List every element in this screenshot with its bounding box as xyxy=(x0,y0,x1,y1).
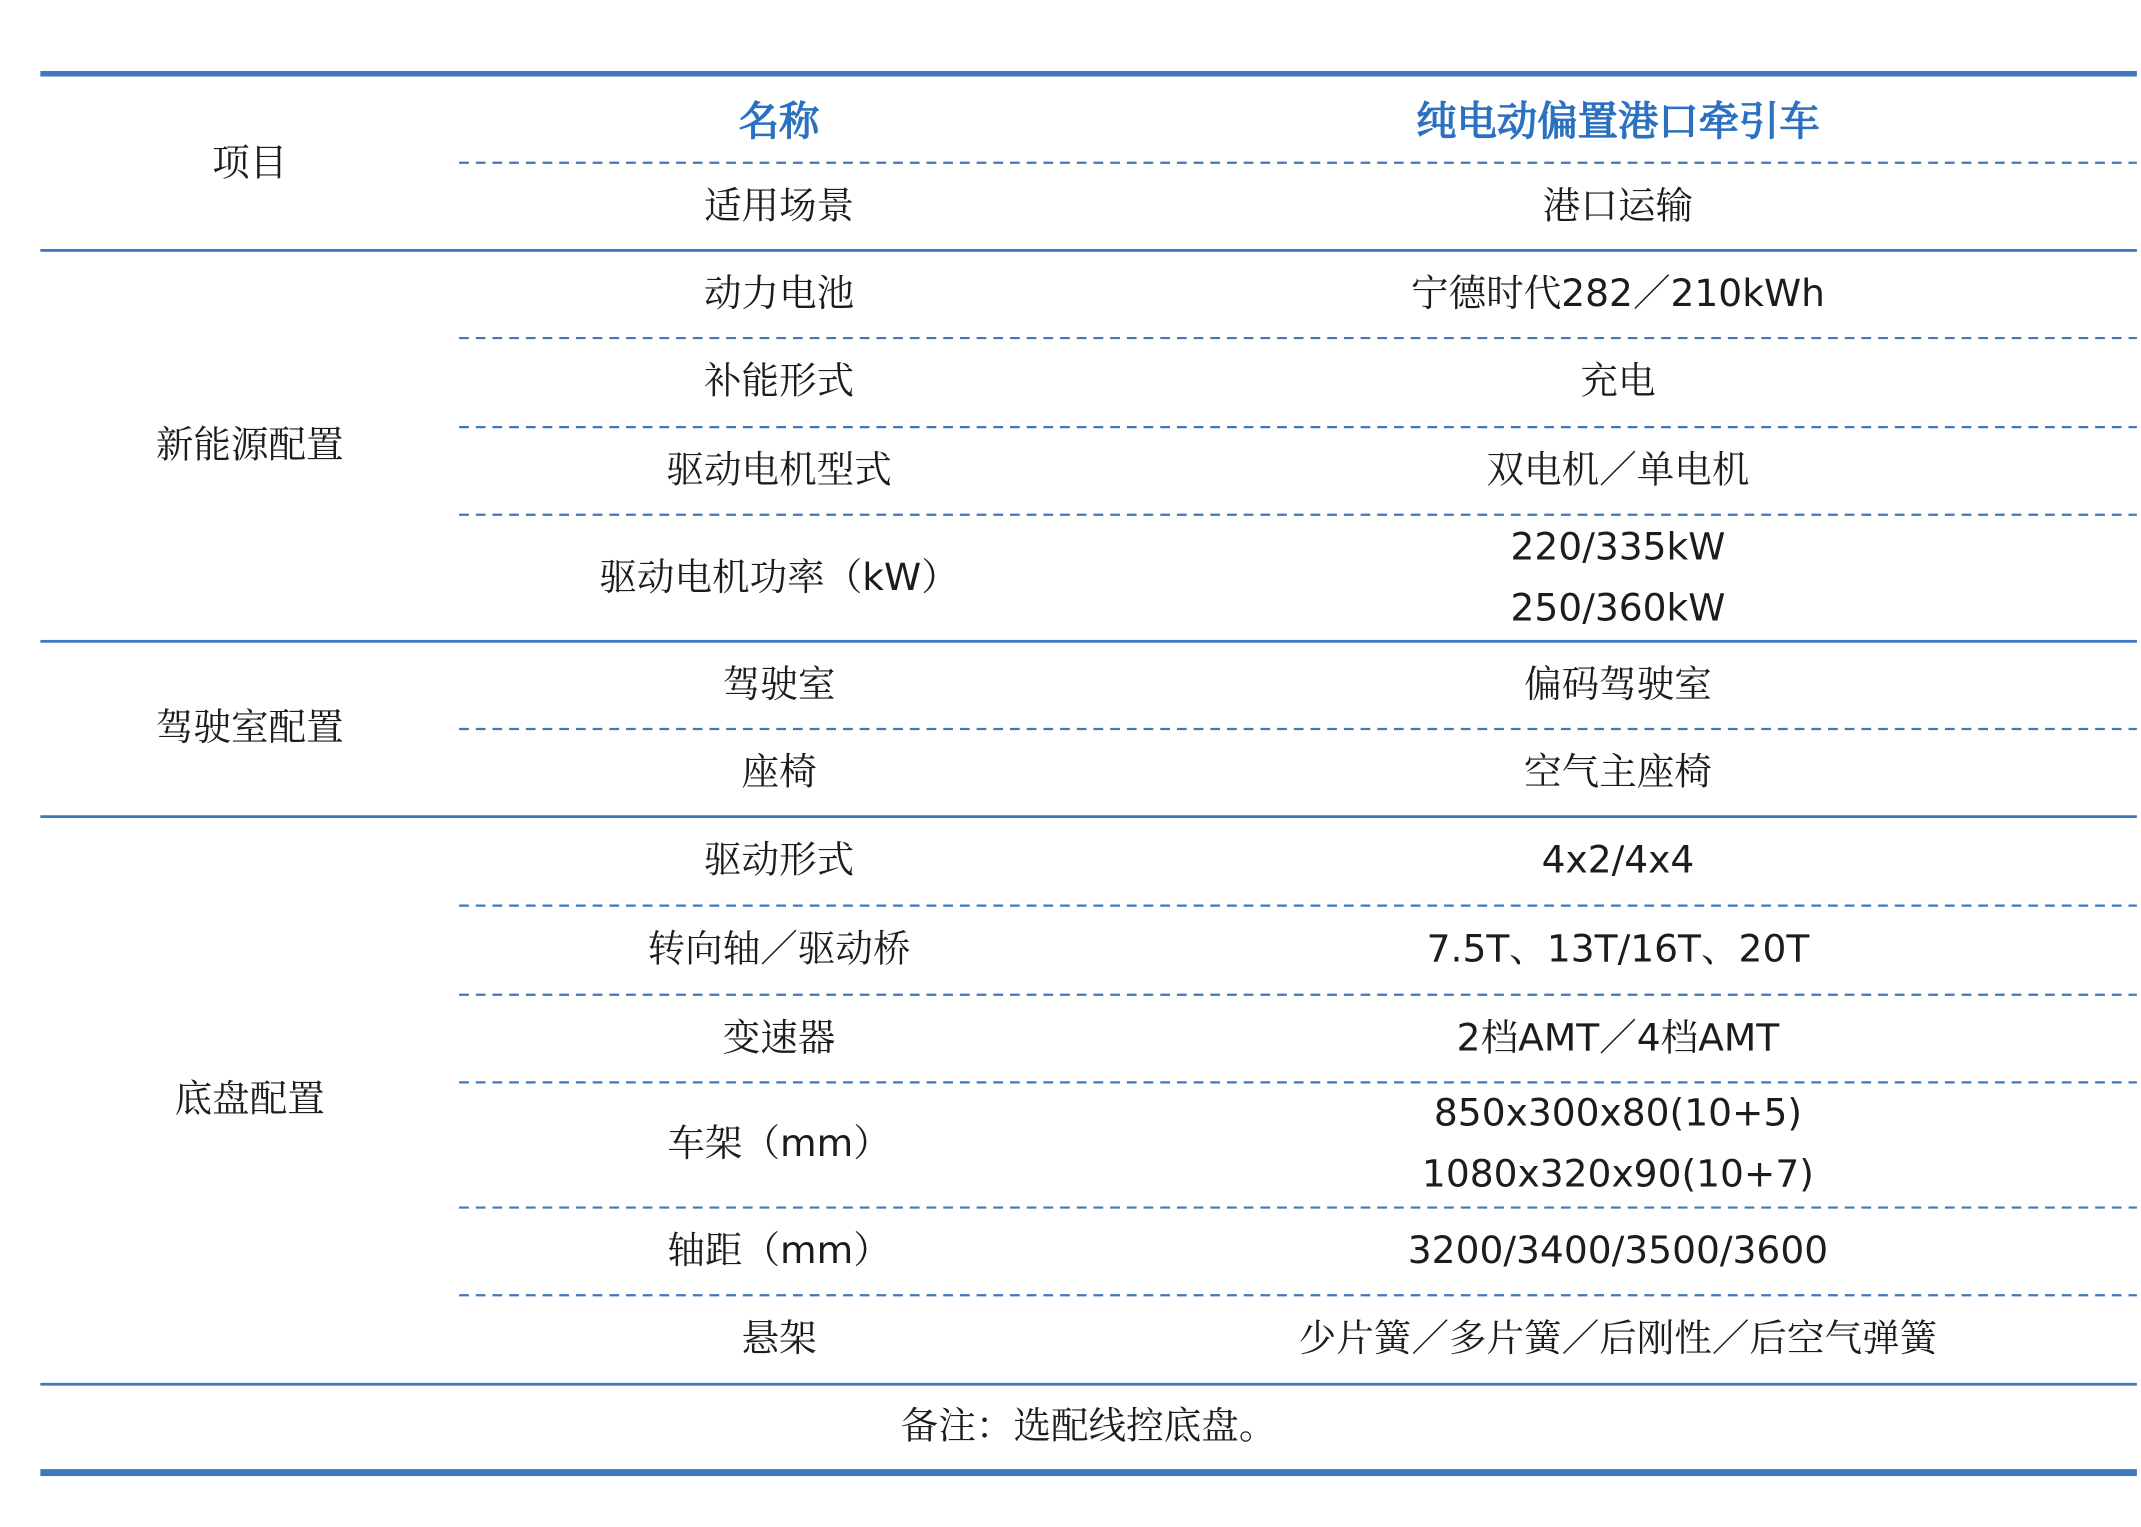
spec-value-line: 220/335kW xyxy=(1510,525,1726,569)
spec-value-cell xyxy=(1099,1082,2137,1207)
header-model-cell: 纯电动偏置港口牵引车 xyxy=(1416,96,1820,144)
spec-value-line: 3200/3400/3500/3600 xyxy=(1407,1229,1829,1273)
spec-name-cell: 转向轴／驱动桥 xyxy=(647,927,911,972)
spec-value-cell xyxy=(1099,906,2137,995)
spec-value-line: 宁德时代282／210kWh xyxy=(1411,271,1825,316)
spec-value-line: 空气主座椅 xyxy=(1524,750,1712,794)
spec-name-cell: 悬架 xyxy=(741,1317,817,1361)
spec-value-cell xyxy=(1099,729,2137,817)
spec-value-line: 港口运输 xyxy=(1542,184,1694,228)
spec-value-line: 4x2/4x4 xyxy=(1541,838,1695,883)
group-label: 新能源配置 xyxy=(155,423,344,467)
spec-value-line: 双电机／单电机 xyxy=(1486,448,1750,492)
spec-name-cell: 驾驶室 xyxy=(722,662,836,707)
spec-name-cell: 变速器 xyxy=(722,1016,836,1060)
spec-value-line: 1080x320x90(10+7) xyxy=(1421,1153,1814,1197)
spec-value-cell xyxy=(1099,1208,2137,1296)
spec-value-cell xyxy=(1099,515,2137,642)
spec-value-line: 250/360kW xyxy=(1510,586,1726,630)
spec-value-line: 偏码驾驶室 xyxy=(1524,662,1712,707)
spec-value-cell xyxy=(1099,641,2137,729)
spec-name-cell: 驱动电机功率（kW） xyxy=(599,555,959,599)
group-rule xyxy=(40,249,2137,252)
spec-value-cell xyxy=(1099,995,2137,1083)
group-rule xyxy=(40,1383,2137,1386)
spec-name-cell: 驱动形式 xyxy=(703,838,855,883)
spec-value-cell xyxy=(1099,250,2137,338)
spec-name-cell: 驱动电机型式 xyxy=(666,448,892,492)
spec-value-line: 2档AMT／4档AMT xyxy=(1456,1016,1780,1060)
spec-value-cell xyxy=(1099,817,2137,906)
header-item-cell: 项目 xyxy=(212,141,288,186)
spec-value-line: 7.5T、13T/16T、20T xyxy=(1426,927,1810,972)
group-rule xyxy=(40,815,2137,818)
spec-value-cell xyxy=(1099,163,2137,251)
spec-name-cell: 补能形式 xyxy=(703,360,855,404)
spec-name-cell: 座椅 xyxy=(741,750,817,794)
spec-name-cell: 轴距（mm） xyxy=(667,1229,891,1273)
group-label: 底盘配置 xyxy=(174,1078,325,1122)
spec-name-cell: 适用场景 xyxy=(703,184,855,228)
header-name-cell: 名称 xyxy=(738,96,820,144)
table-top-rule xyxy=(40,71,2137,77)
table-bottom-rule xyxy=(40,1468,2137,1475)
footnote: 备注：选配线控底盘。 xyxy=(900,1405,1277,1449)
spec-value-cell xyxy=(1099,338,2137,427)
spec-name-cell: 动力电池 xyxy=(703,271,855,316)
spec-name-cell: 车架（mm） xyxy=(667,1122,891,1166)
spec-value-line: 850x300x80(10+5) xyxy=(1433,1092,1803,1136)
spec-value-line: 少片簧／多片簧／后刚性／后空气弹簧 xyxy=(1298,1317,1938,1361)
spec-value-line: 充电 xyxy=(1580,360,1656,404)
group-label: 驾驶室配置 xyxy=(155,706,344,750)
group-rule xyxy=(40,640,2137,643)
spec-value-cell xyxy=(1099,1295,2137,1384)
spec-value-cell xyxy=(1099,427,2137,515)
